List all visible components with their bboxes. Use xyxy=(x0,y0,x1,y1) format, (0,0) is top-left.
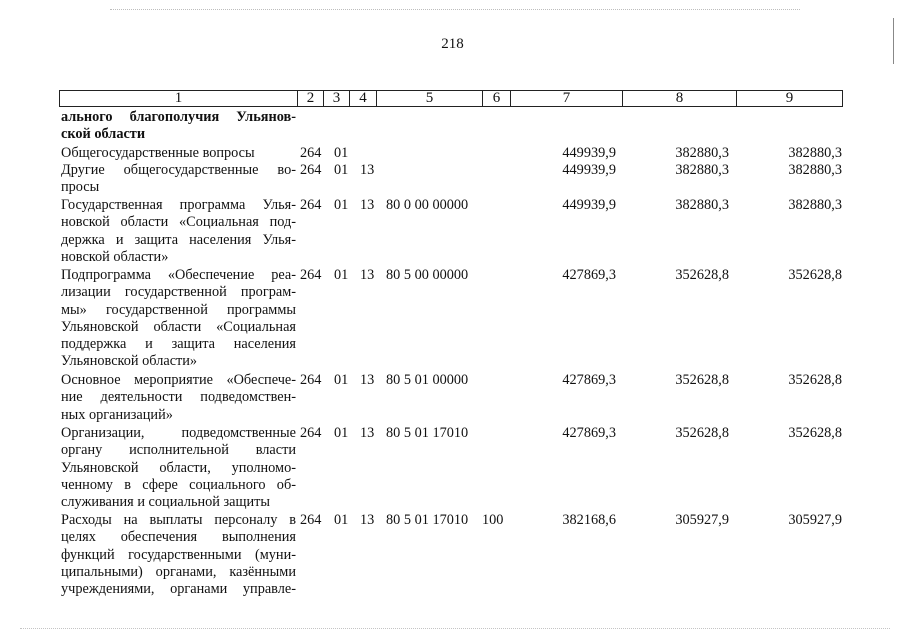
description-line: Основное мероприятие «Обеспече- xyxy=(61,372,296,388)
row-description xyxy=(61,425,296,511)
row-description xyxy=(61,372,296,424)
description-line: Общегосударственные вопросы xyxy=(61,145,255,161)
amount-col-9: 352628,8 xyxy=(788,372,842,388)
code-col-4: 13 xyxy=(360,512,375,528)
code-col-2: 264 xyxy=(300,145,322,161)
amount-col-8: 305927,9 xyxy=(675,512,729,528)
code-col-2: 264 xyxy=(300,267,322,283)
code-col-3: 01 xyxy=(334,267,349,283)
row-description xyxy=(61,267,296,371)
description-line: ской области xyxy=(61,126,146,143)
amount-col-9: 382880,3 xyxy=(788,197,842,213)
description-line: ального благополучия Ульянов- xyxy=(61,109,296,125)
header-col-3: 3 xyxy=(324,91,350,106)
description-line: новской области «Социальная под- xyxy=(61,214,296,231)
code-col-5: 80 5 01 17010 xyxy=(386,425,469,441)
scan-artifact-top xyxy=(110,9,800,11)
code-col-2: 264 xyxy=(300,162,322,178)
description-line: ных организаций» xyxy=(61,406,173,423)
description-line: Подпрограмма «Обеспечение реа- xyxy=(61,267,296,283)
amount-col-7: 427869,3 xyxy=(562,372,616,388)
description-line: ние деятельности подведомствен- xyxy=(61,389,296,406)
description-line: мы» государственной программы xyxy=(61,301,296,318)
code-col-4: 13 xyxy=(360,425,375,441)
header-col-8: 8 xyxy=(623,91,737,106)
code-col-3: 01 xyxy=(334,425,349,441)
row-description xyxy=(61,109,296,144)
code-col-2: 264 xyxy=(300,425,322,441)
code-col-5: 80 5 01 00000 xyxy=(386,372,469,388)
code-col-4: 13 xyxy=(360,197,375,213)
page-number: 218 xyxy=(441,36,464,52)
amount-col-8: 352628,8 xyxy=(675,372,729,388)
code-col-4: 13 xyxy=(360,372,375,388)
row-description xyxy=(61,512,296,598)
amount-col-8: 382880,3 xyxy=(675,162,729,178)
description-line: Организации, подведомственные xyxy=(61,425,296,441)
code-col-4: 13 xyxy=(360,267,375,283)
amount-col-8: 382880,3 xyxy=(675,197,729,213)
row-description xyxy=(61,145,296,162)
code-col-2: 264 xyxy=(300,372,322,388)
code-col-5: 80 0 00 00000 xyxy=(386,197,469,213)
amount-col-8: 352628,8 xyxy=(675,425,729,441)
header-col-6: 6 xyxy=(483,91,511,106)
code-col-5: 80 5 00 00000 xyxy=(386,267,469,283)
row-description xyxy=(61,197,296,266)
description-line: Ульяновской области «Социальная xyxy=(61,318,296,335)
description-line: поддержка и защита населения xyxy=(61,336,296,353)
description-line: целях обеспечения выполнения xyxy=(61,529,296,546)
description-line: Расходы на выплаты персоналу в xyxy=(61,512,296,528)
code-col-6: 100 xyxy=(482,512,504,528)
description-line: Другие общегосударственные во- xyxy=(61,162,296,178)
description-line: Ульяновской области» xyxy=(61,353,198,370)
description-line: Ульяновской области, уполномо- xyxy=(61,459,296,476)
amount-col-9: 305927,9 xyxy=(788,512,842,528)
code-col-5: 80 5 01 17010 xyxy=(386,512,469,528)
description-line: ципальными) органами, казёнными xyxy=(61,563,296,580)
code-col-3: 01 xyxy=(334,372,349,388)
code-col-2: 264 xyxy=(300,197,322,213)
description-line: новской области» xyxy=(61,248,169,265)
code-col-2: 264 xyxy=(300,512,322,528)
description-line: Государственная программа Улья- xyxy=(61,197,296,213)
header-col-5: 5 xyxy=(377,91,483,106)
code-col-3: 01 xyxy=(334,197,349,213)
description-line: служивания и социальной защиты xyxy=(61,494,271,511)
header-col-2: 2 xyxy=(298,91,324,106)
row-description xyxy=(61,162,296,197)
amount-col-9: 382880,3 xyxy=(788,145,842,161)
header-col-1: 1 xyxy=(60,91,298,106)
code-col-3: 01 xyxy=(334,145,349,161)
description-line: просы xyxy=(61,179,100,196)
description-line: учреждениями, органами управле- xyxy=(61,581,296,598)
amount-col-9: 352628,8 xyxy=(788,267,842,283)
scan-artifact-bottom xyxy=(20,628,890,630)
description-line: функций государственными (муни- xyxy=(61,546,296,563)
description-line: лизации государственной програм- xyxy=(61,284,296,301)
description-line: держка и защита населения Улья- xyxy=(61,231,296,248)
header-col-7: 7 xyxy=(511,91,623,106)
code-col-4: 13 xyxy=(360,162,375,178)
amount-col-7: 449939,9 xyxy=(562,145,616,161)
amount-col-7: 427869,3 xyxy=(562,267,616,283)
amount-col-9: 352628,8 xyxy=(788,425,842,441)
header-col-4: 4 xyxy=(350,91,377,106)
table-header-row xyxy=(59,90,843,107)
description-line: органу исполнительной власти xyxy=(61,442,296,459)
amount-col-8: 352628,8 xyxy=(675,267,729,283)
amount-col-7: 449939,9 xyxy=(562,197,616,213)
description-line: ченному в сфере социального об- xyxy=(61,476,296,493)
amount-col-8: 382880,3 xyxy=(675,145,729,161)
code-col-3: 01 xyxy=(334,162,349,178)
amount-col-9: 382880,3 xyxy=(788,162,842,178)
code-col-3: 01 xyxy=(334,512,349,528)
amount-col-7: 449939,9 xyxy=(562,162,616,178)
amount-col-7: 427869,3 xyxy=(562,425,616,441)
header-col-9: 9 xyxy=(785,90,794,106)
amount-col-7: 382168,6 xyxy=(562,512,616,528)
